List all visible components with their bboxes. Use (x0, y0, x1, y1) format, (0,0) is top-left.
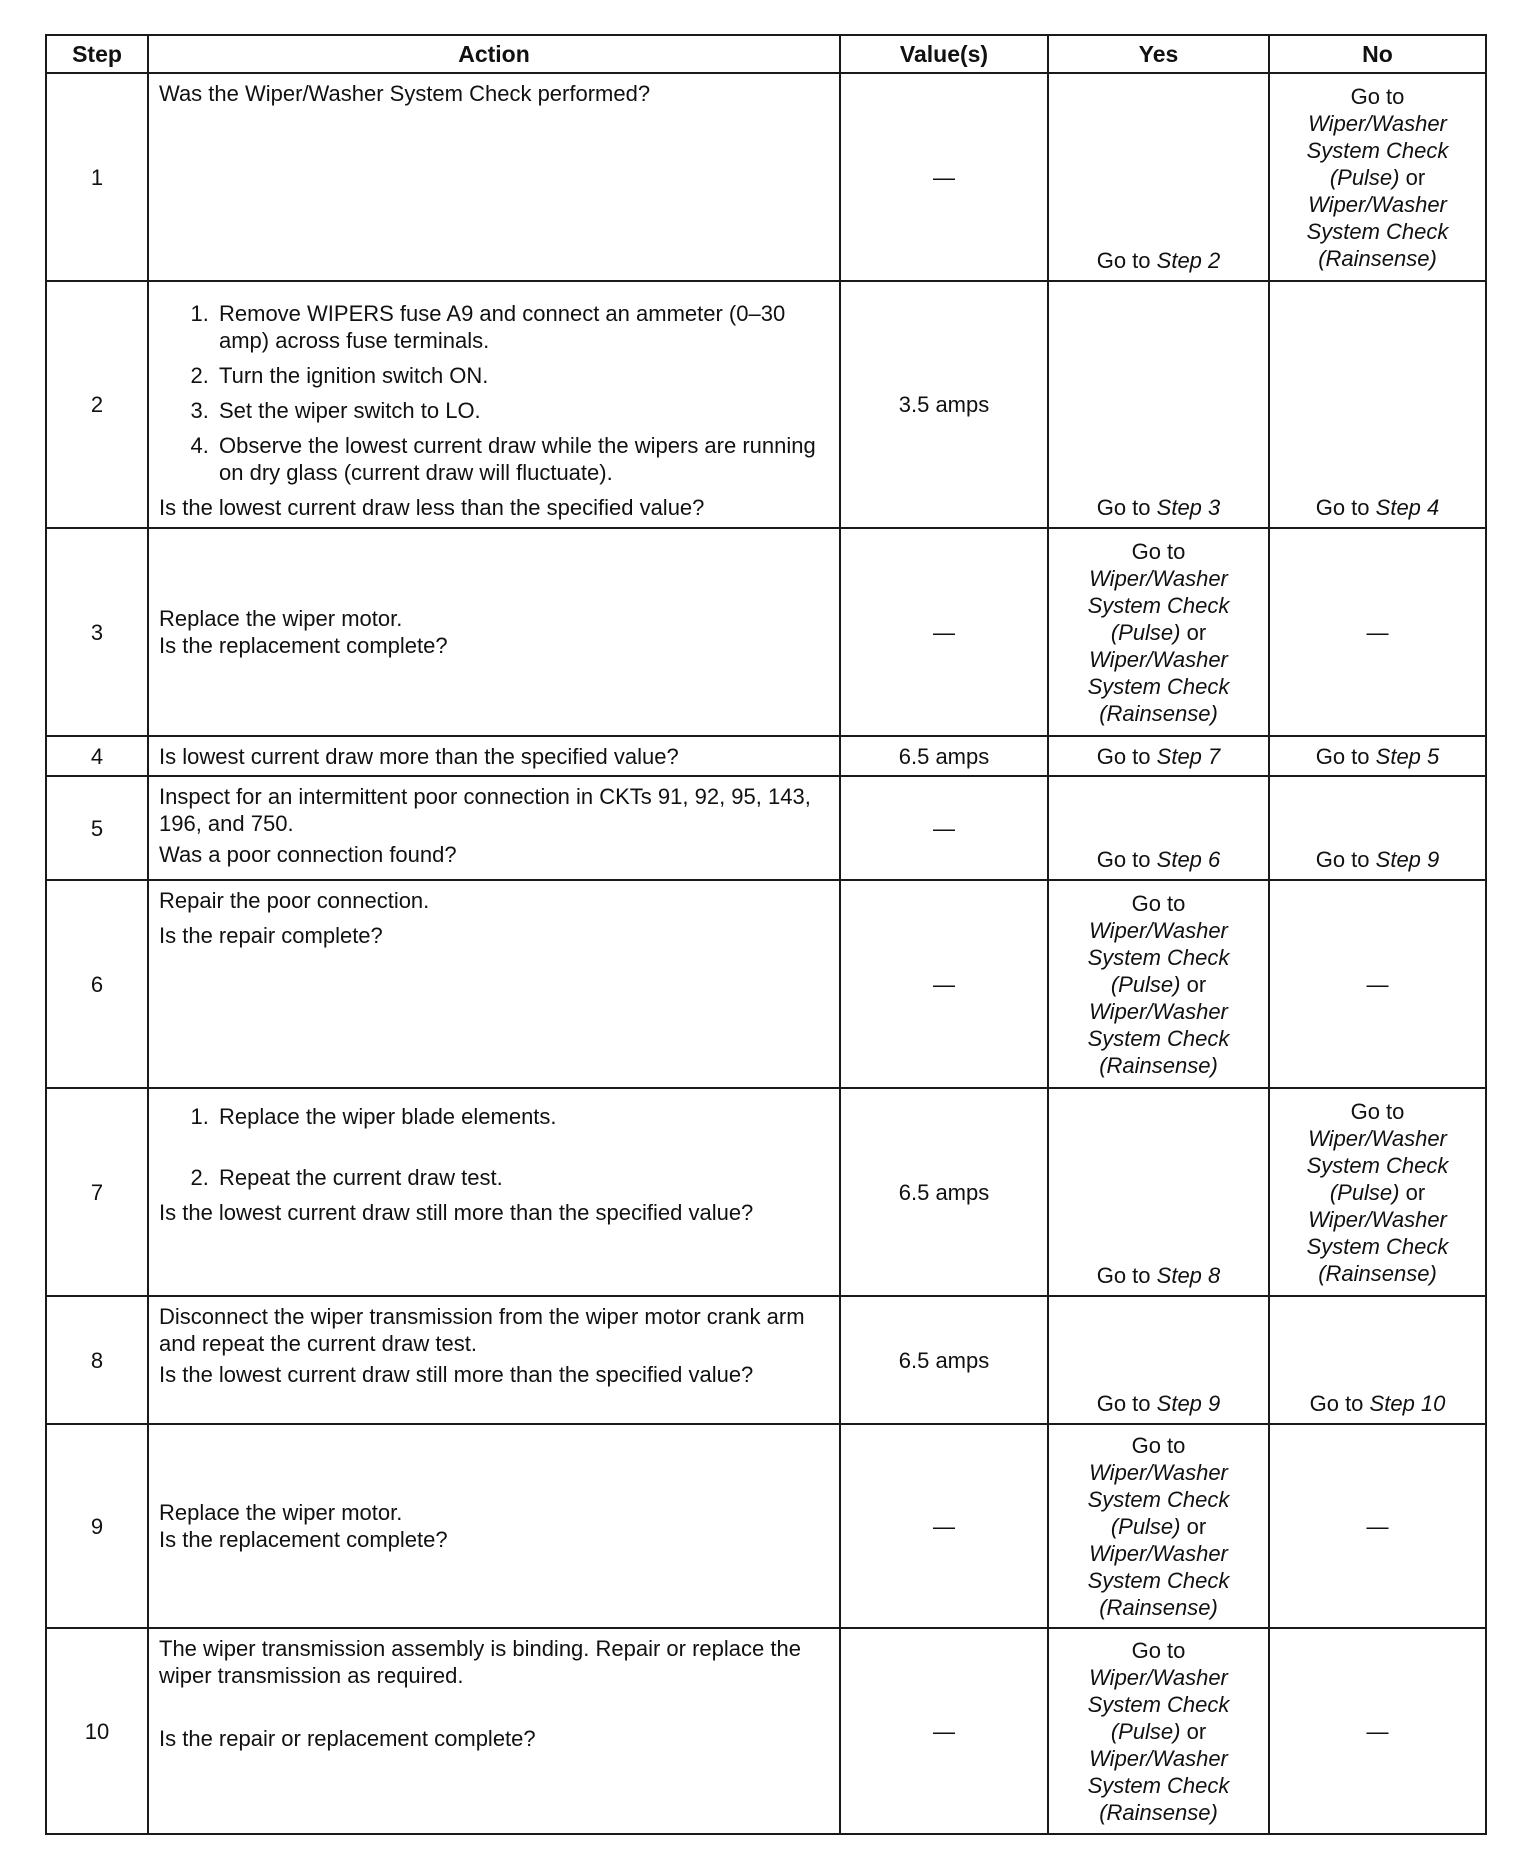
ref-link[interactable]: (Rainsense) (1099, 1594, 1218, 1620)
value-cell: — (840, 776, 1048, 880)
or-text: or (1186, 1513, 1207, 1539)
or-text: or (1405, 164, 1426, 190)
step-number: 5 (46, 776, 148, 880)
ref-link[interactable]: System Check (1306, 137, 1449, 163)
action-cell: Is lowest current draw more than the specified value? (148, 736, 840, 776)
goto-text: Go to (1096, 743, 1151, 769)
ref-link[interactable]: System Check (1087, 944, 1230, 970)
step-link[interactable]: Step 10 (1369, 1391, 1446, 1416)
goto-text: Go to (1315, 495, 1370, 520)
header-no: No (1269, 35, 1486, 73)
goto-text: Go to (1131, 890, 1186, 916)
list-item: 4. Observe the lowest current draw while the wipers are running on dry glass (current draw will fluctuate). (215, 432, 829, 486)
action-cell (148, 1088, 840, 1296)
step-link[interactable]: Step 7 (1156, 743, 1221, 769)
table-row (46, 1424, 1486, 1628)
action-cell (148, 1296, 840, 1424)
list-item: 3. Set the wiper switch to LO. (215, 397, 829, 424)
action-question: Is the repair complete? (159, 923, 383, 948)
ref-link[interactable]: (Pulse) (1110, 1718, 1181, 1744)
ref-link[interactable]: System Check (1087, 1486, 1230, 1512)
header-row (46, 35, 1486, 73)
table-row (46, 528, 1486, 736)
action-list (159, 1103, 829, 1191)
ref-link[interactable]: System Check (1087, 1025, 1230, 1051)
ref-link[interactable]: (Rainsense) (1318, 245, 1437, 271)
yes-cell (1048, 1088, 1269, 1296)
table-row (46, 281, 1486, 528)
value-cell: — (840, 73, 1048, 281)
header-action: Action (148, 35, 840, 73)
goto-text: Go to (1350, 83, 1405, 109)
ref-link[interactable]: Wiper/Washer (1089, 565, 1228, 591)
ref-link[interactable]: Wiper/Washer (1308, 1206, 1447, 1232)
step-link[interactable]: Step 5 (1375, 743, 1440, 769)
ref-link[interactable]: (Pulse) (1329, 164, 1400, 190)
table-row (46, 880, 1486, 1088)
action-cell (148, 776, 840, 880)
ref-link[interactable]: Wiper/Washer (1089, 1745, 1228, 1771)
step-number: 4 (46, 736, 148, 776)
list-item: 2. Repeat the current draw test. (215, 1164, 829, 1191)
list-item: 1. Remove WIPERS fuse A9 and connect an ammeter (0–30 amp) across fuse terminals. (215, 300, 829, 354)
list-item: 1. Replace the wiper blade elements. (215, 1103, 829, 1130)
action-text: Replace the wiper motor. (159, 1500, 403, 1525)
action-question: Is the lowest current draw still more than the specified value? (159, 1200, 754, 1225)
yes-cell (1048, 1628, 1269, 1834)
action-cell (148, 880, 840, 1088)
yes-cell (1048, 880, 1269, 1088)
value-cell: 3.5 amps (840, 281, 1048, 528)
ref-link[interactable]: Wiper/Washer (1089, 917, 1228, 943)
ref-link[interactable]: (Pulse) (1110, 1513, 1181, 1539)
table-row (46, 776, 1486, 880)
action-text: Was the Wiper/Washer System Check performed? (159, 81, 651, 106)
step-number: 9 (46, 1424, 148, 1628)
step-number: 6 (46, 880, 148, 1088)
goto-text: Go to (1096, 1391, 1151, 1416)
action-question: Is the repair or replacement complete? (159, 1726, 536, 1751)
action-cell (148, 528, 840, 736)
action-text: Disconnect the wiper transmission from the wiper motor crank arm and repeat the current draw test. (159, 1304, 805, 1356)
action-cell (148, 281, 840, 528)
action-cell (148, 73, 840, 281)
goto-text: Go to (1131, 1432, 1186, 1458)
action-cell (148, 1424, 840, 1628)
header-values: Value(s) (840, 35, 1048, 73)
ref-link[interactable]: (Rainsense) (1099, 700, 1218, 726)
action-question: Is the replacement complete? (159, 1527, 448, 1552)
no-cell (1269, 1088, 1486, 1296)
ref-link[interactable]: System Check (1087, 1691, 1230, 1717)
ref-link[interactable]: (Pulse) (1110, 619, 1181, 645)
yes-cell (1048, 528, 1269, 736)
ref-link[interactable]: System Check (1087, 1772, 1230, 1798)
action-question: Was a poor connection found? (159, 842, 457, 867)
goto-text: Go to (1350, 1098, 1405, 1124)
value-cell: — (840, 1424, 1048, 1628)
action-text: The wiper transmission assembly is binding. Repair or replace the wiper transmission as required. (159, 1636, 801, 1688)
step-link[interactable]: Step 2 (1156, 248, 1221, 273)
action-cell (148, 1628, 840, 1834)
ref-link[interactable]: (Pulse) (1110, 971, 1181, 997)
goto-text: Go to (1309, 1391, 1364, 1416)
ref-link[interactable]: System Check (1087, 592, 1230, 618)
step-number: 2 (46, 281, 148, 528)
ref-link[interactable]: Wiper/Washer (1308, 110, 1447, 136)
action-list (159, 300, 829, 486)
step-link[interactable]: Step 4 (1375, 495, 1440, 520)
goto-text: Go to (1096, 847, 1151, 872)
yes-cell (1048, 736, 1269, 776)
yes-cell (1048, 73, 1269, 281)
ref-link[interactable]: (Rainsense) (1099, 1052, 1218, 1078)
goto-text: Go to (1096, 1263, 1151, 1288)
ref-link[interactable]: Wiper/Washer (1308, 191, 1447, 217)
step-number: 3 (46, 528, 148, 736)
step-number: 7 (46, 1088, 148, 1296)
action-text: Inspect for an intermittent poor connection in CKTs 91, 92, 95, 143, 196, and 750. (159, 784, 811, 836)
value-cell: — (840, 1628, 1048, 1834)
goto-text: Go to (1096, 495, 1151, 520)
list-item: 2. Turn the ignition switch ON. (215, 362, 829, 389)
action-question: Is the lowest current draw still more than the specified value? (159, 1362, 754, 1387)
yes-cell (1048, 776, 1269, 880)
ref-link[interactable]: Wiper/Washer (1089, 1459, 1228, 1485)
no-cell: — (1269, 880, 1486, 1088)
ref-link[interactable]: System Check (1306, 218, 1449, 244)
step-link[interactable]: Step 9 (1156, 1391, 1221, 1416)
action-text: Repair the poor connection. (159, 888, 430, 913)
action-text: Replace the wiper motor. (159, 606, 403, 631)
value-cell: — (840, 880, 1048, 1088)
ref-link[interactable]: System Check (1306, 1152, 1449, 1178)
header-yes: Yes (1048, 35, 1269, 73)
step-link[interactable]: Step 3 (1156, 495, 1221, 520)
ref-link[interactable]: System Check (1087, 673, 1230, 699)
ref-link[interactable]: Wiper/Washer (1089, 646, 1228, 672)
ref-link[interactable]: Wiper/Washer (1089, 1664, 1228, 1690)
or-text: or (1186, 971, 1207, 997)
no-cell (1269, 736, 1486, 776)
value-cell: 6.5 amps (840, 1296, 1048, 1424)
goto-text: Go to (1315, 847, 1370, 872)
step-number: 1 (46, 73, 148, 281)
goto-text: Go to (1096, 248, 1151, 273)
diagnostic-table-container (45, 34, 1485, 1835)
no-cell (1269, 776, 1486, 880)
no-cell: — (1269, 1424, 1486, 1628)
ref-link[interactable]: (Pulse) (1329, 1179, 1400, 1205)
ref-link[interactable]: System Check (1306, 1233, 1449, 1259)
yes-cell (1048, 1296, 1269, 1424)
or-text: or (1405, 1179, 1426, 1205)
diagnostic-table (45, 34, 1487, 1835)
table-row (46, 1088, 1486, 1296)
step-link[interactable]: Step 6 (1156, 847, 1221, 872)
no-cell (1269, 73, 1486, 281)
value-cell: 6.5 amps (840, 736, 1048, 776)
goto-text: Go to (1131, 538, 1186, 564)
no-cell (1269, 1296, 1486, 1424)
no-cell (1269, 281, 1486, 528)
ref-link[interactable]: Wiper/Washer (1308, 1125, 1447, 1151)
value-cell: 6.5 amps (840, 1088, 1048, 1296)
table-row (46, 73, 1486, 281)
ref-link[interactable]: Wiper/Washer (1089, 1540, 1228, 1566)
yes-cell (1048, 1424, 1269, 1628)
table-row (46, 736, 1486, 776)
ref-link[interactable]: Wiper/Washer (1089, 998, 1228, 1024)
ref-link[interactable]: (Rainsense) (1318, 1260, 1437, 1286)
step-link[interactable]: Step 9 (1375, 847, 1440, 872)
step-link[interactable]: Step 8 (1156, 1263, 1221, 1288)
step-number: 10 (46, 1628, 148, 1834)
yes-cell (1048, 281, 1269, 528)
ref-link[interactable]: System Check (1087, 1567, 1230, 1593)
table-row (46, 1628, 1486, 1834)
no-cell: — (1269, 1628, 1486, 1834)
step-number: 8 (46, 1296, 148, 1424)
action-question: Is the lowest current draw less than the specified value? (159, 495, 705, 520)
ref-link[interactable]: (Rainsense) (1099, 1799, 1218, 1825)
table-row (46, 1296, 1486, 1424)
header-step: Step (46, 35, 148, 73)
no-cell: — (1269, 528, 1486, 736)
action-question: Is the replacement complete? (159, 633, 448, 658)
goto-text: Go to (1131, 1637, 1186, 1663)
or-text: or (1186, 1718, 1207, 1744)
goto-text: Go to (1315, 743, 1370, 769)
value-cell: — (840, 528, 1048, 736)
or-text: or (1186, 619, 1207, 645)
